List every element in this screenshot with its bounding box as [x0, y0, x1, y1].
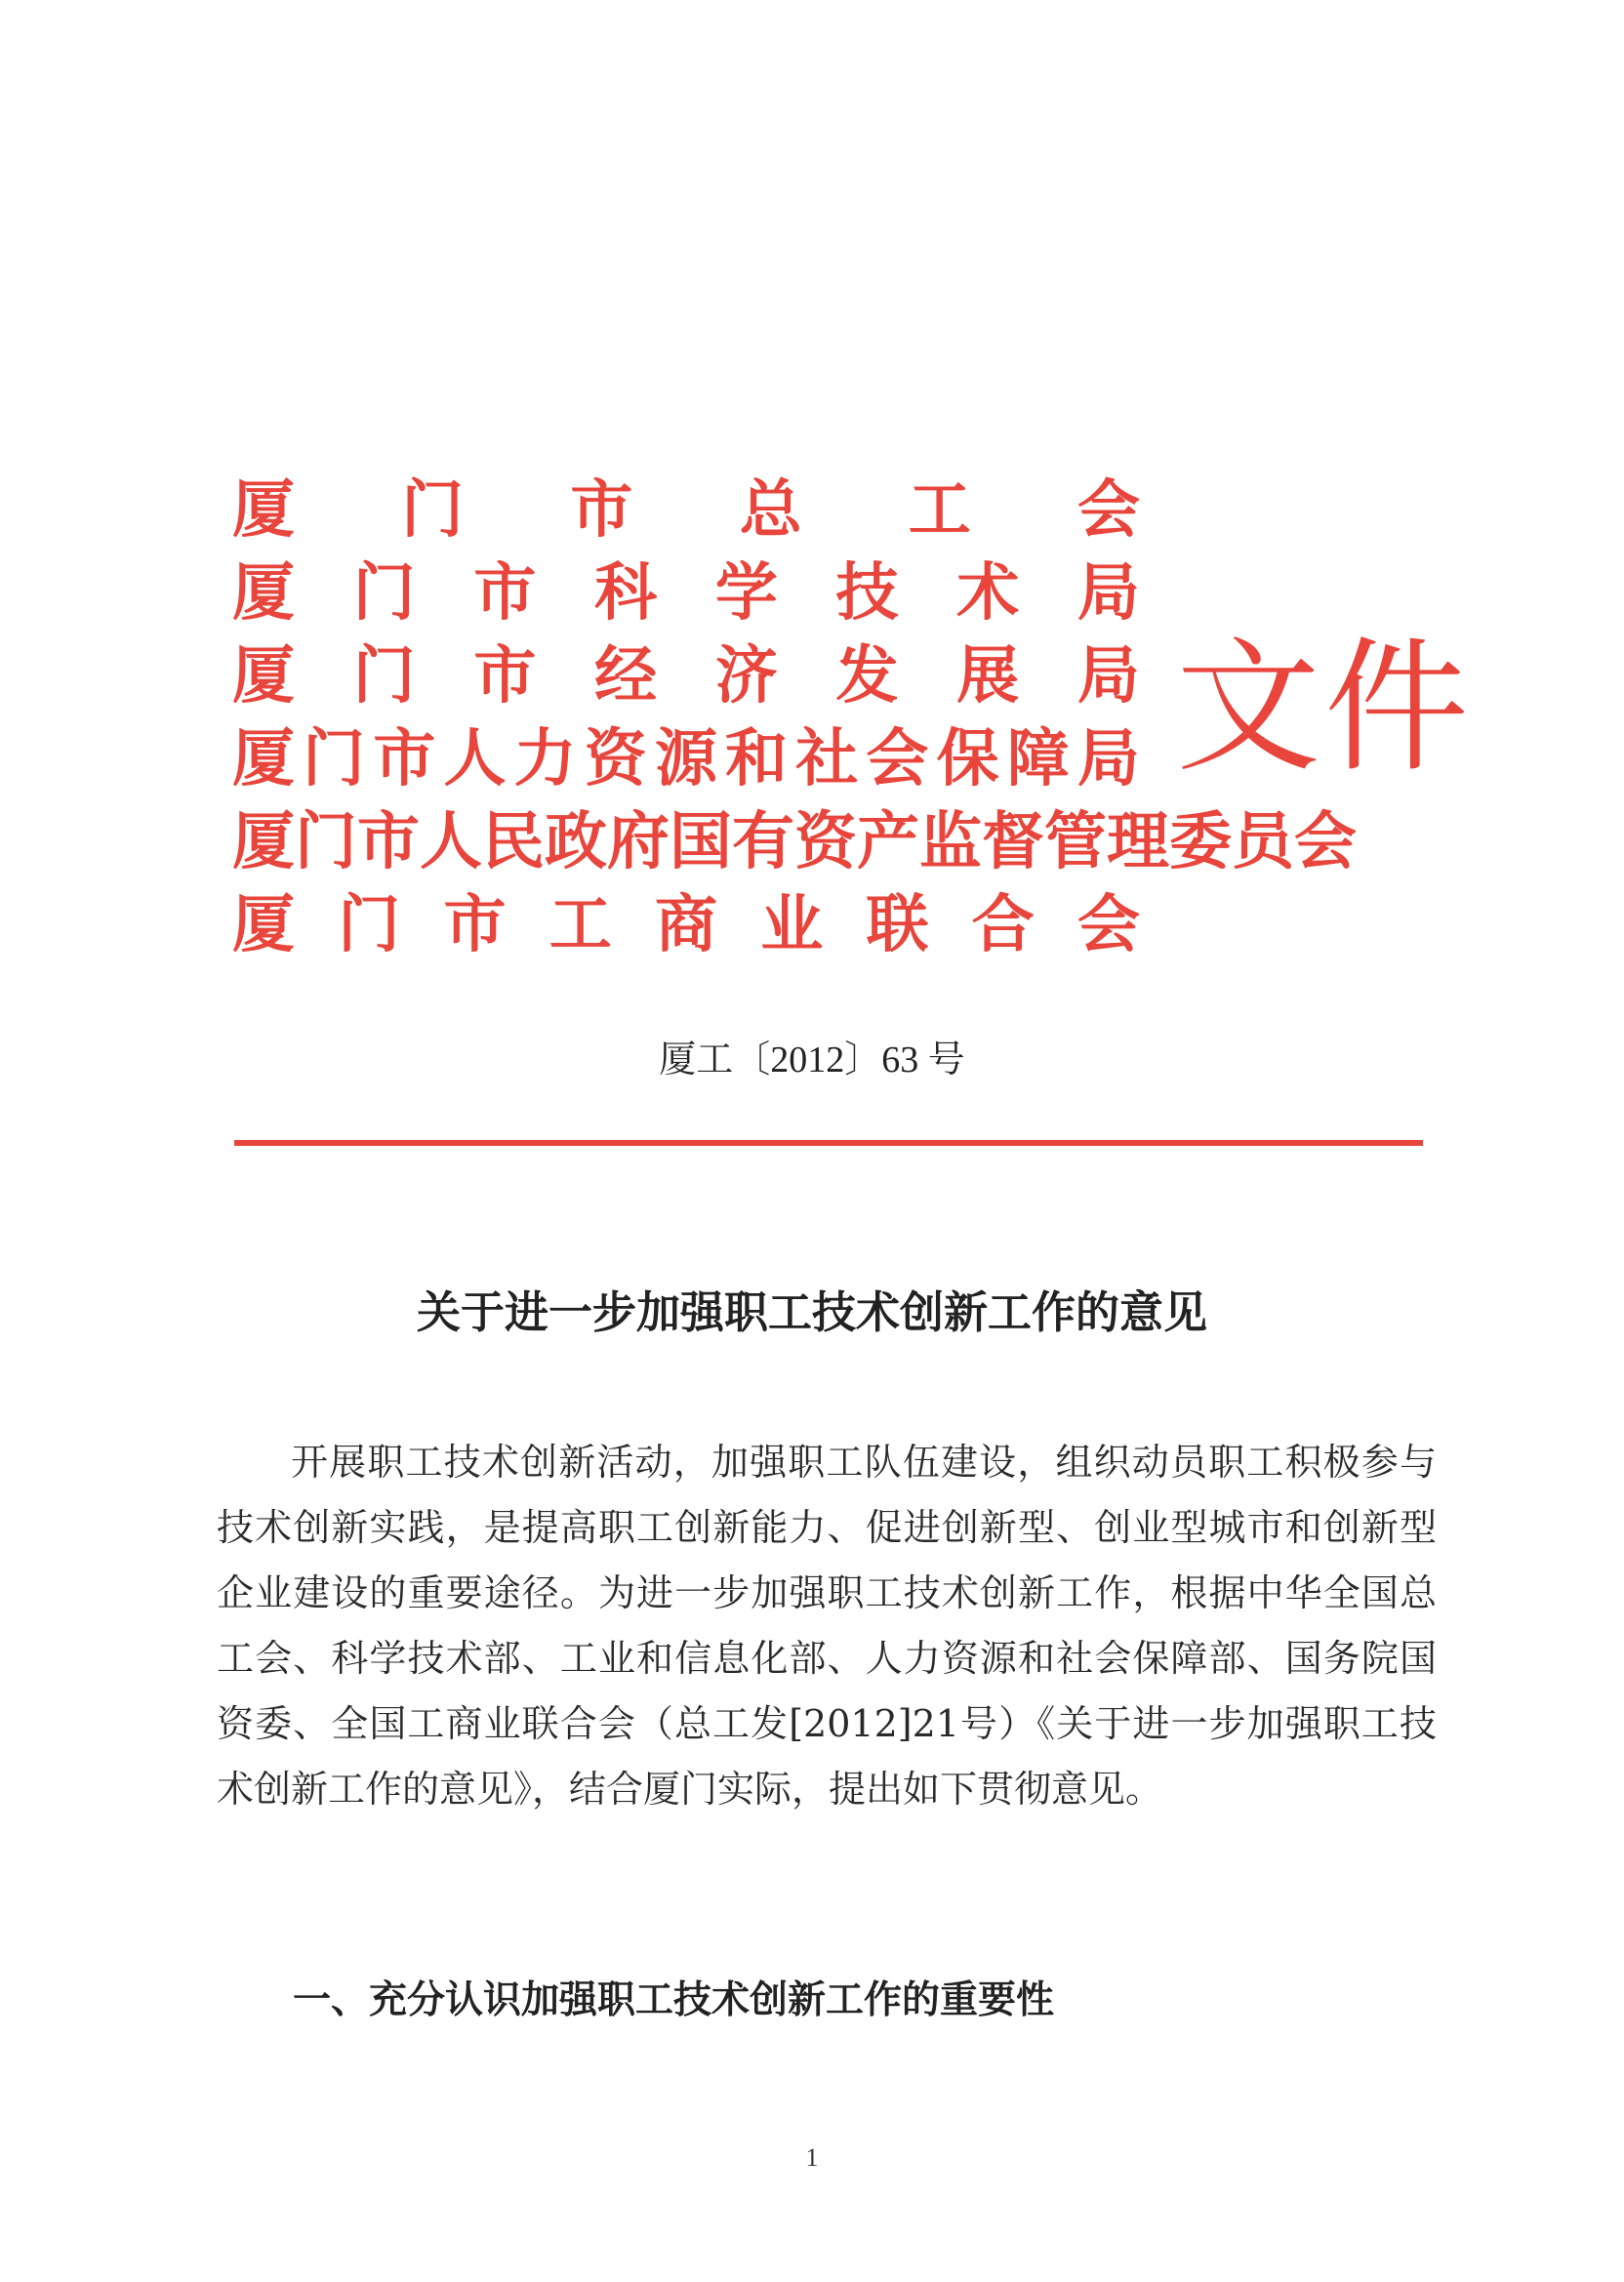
org-char: 门: [338, 888, 401, 961]
org-char: 保: [936, 722, 999, 795]
org-char: 业: [760, 888, 824, 961]
org-char: 监: [919, 805, 982, 878]
org-char: 人: [420, 805, 482, 878]
page-number: 1: [805, 2143, 819, 2172]
org-char: 联: [866, 888, 929, 961]
org-char: 厦: [232, 473, 295, 547]
document-title: 关于进一步加强职工技术创新工作的意见: [416, 1286, 1207, 1338]
org-char: 会: [1077, 888, 1140, 961]
org-char: 产: [857, 805, 919, 878]
org-char: 民: [482, 805, 545, 878]
org-char: 门: [352, 556, 416, 630]
org-char: 和: [725, 722, 789, 795]
org-char: 委: [1169, 805, 1232, 878]
org-char: 厦: [232, 639, 295, 713]
org-char: 府: [607, 805, 670, 878]
org-char: 门: [401, 473, 465, 547]
org-char: 会: [1076, 473, 1140, 547]
org-char: 市: [570, 473, 633, 547]
org-char: 展: [956, 639, 1020, 713]
org-char: 资: [584, 722, 647, 795]
header-divider: [234, 1140, 1423, 1146]
document-number: 厦工〔2012〕63 号: [659, 1039, 965, 1080]
org-char: 源: [654, 722, 717, 795]
org-char: 经: [594, 639, 658, 713]
org-char: 局: [1076, 722, 1140, 795]
org-char: 政: [545, 805, 607, 878]
org-char: 学: [714, 556, 778, 630]
org-char: 厦: [232, 556, 295, 630]
org-char: 国: [670, 805, 732, 878]
section-heading-1: 一、充分认识加强职工技术创新工作的重要性: [293, 1978, 1055, 2022]
org-char: 工: [548, 888, 612, 961]
org-char: 合: [971, 888, 1035, 961]
org-char: 门: [352, 639, 416, 713]
org-char: 工: [908, 473, 971, 547]
org-char: 人: [443, 722, 507, 795]
document-body: [217, 1430, 1437, 1822]
org-line-federation: [232, 883, 1140, 966]
org-char: 术: [956, 556, 1020, 630]
org-char: 员: [1232, 805, 1294, 878]
org-char: 障: [1006, 722, 1070, 795]
org-char: 市: [357, 805, 420, 878]
org-char: 理: [1107, 805, 1169, 878]
org-char: 厦: [232, 722, 295, 795]
org-line-economic-bureau: [232, 634, 1140, 717]
org-char: 市: [373, 722, 436, 795]
org-char: 局: [1076, 639, 1140, 713]
org-char: 市: [473, 639, 537, 713]
org-char: 门: [303, 722, 366, 795]
org-char: 会: [866, 722, 929, 795]
org-char: 会: [1294, 805, 1357, 878]
org-char: 科: [594, 556, 658, 630]
org-char: 市: [443, 888, 507, 961]
org-char: 市: [473, 556, 537, 630]
paragraph-intro: 开展职工技术创新活动，加强职工队伍建设，组织动员职工积极参与技术创新实践，是提高职工创新能力、促进创新型、创业型城市和创新型企业建设的重要途径。为进一步加强职工技术创新工作，根据中华全国总工会、科学技术部、工业和信息化部、人力资源和社会保障部、国务院国资委、全国工商业联合会（总工发[2012]21号）《关于进一步加强职工技术创新工作的意见》，结合厦门实际，提出如下贯彻意见。: [217, 1441, 1437, 1811]
org-line-trade-union: [232, 469, 1140, 551]
org-char: 济: [714, 639, 778, 713]
org-line-science-bureau: [232, 551, 1140, 634]
document-header-suffix: 文件: [1176, 624, 1473, 792]
org-char: 厦: [232, 805, 295, 878]
org-line-sasac: [232, 800, 1357, 883]
org-char: 有: [732, 805, 794, 878]
org-char: 社: [795, 722, 859, 795]
org-char: 督: [982, 805, 1044, 878]
org-line-hr-bureau: [232, 717, 1140, 800]
org-char: 商: [655, 888, 717, 961]
org-char: 厦: [232, 888, 295, 961]
org-char: 技: [835, 556, 899, 630]
org-char: 力: [513, 722, 577, 795]
org-char: 总: [739, 473, 802, 547]
org-char: 发: [835, 639, 899, 713]
org-char: 局: [1076, 556, 1140, 630]
org-char: 门: [295, 805, 357, 878]
org-char: 管: [1044, 805, 1107, 878]
org-char: 资: [794, 805, 857, 878]
